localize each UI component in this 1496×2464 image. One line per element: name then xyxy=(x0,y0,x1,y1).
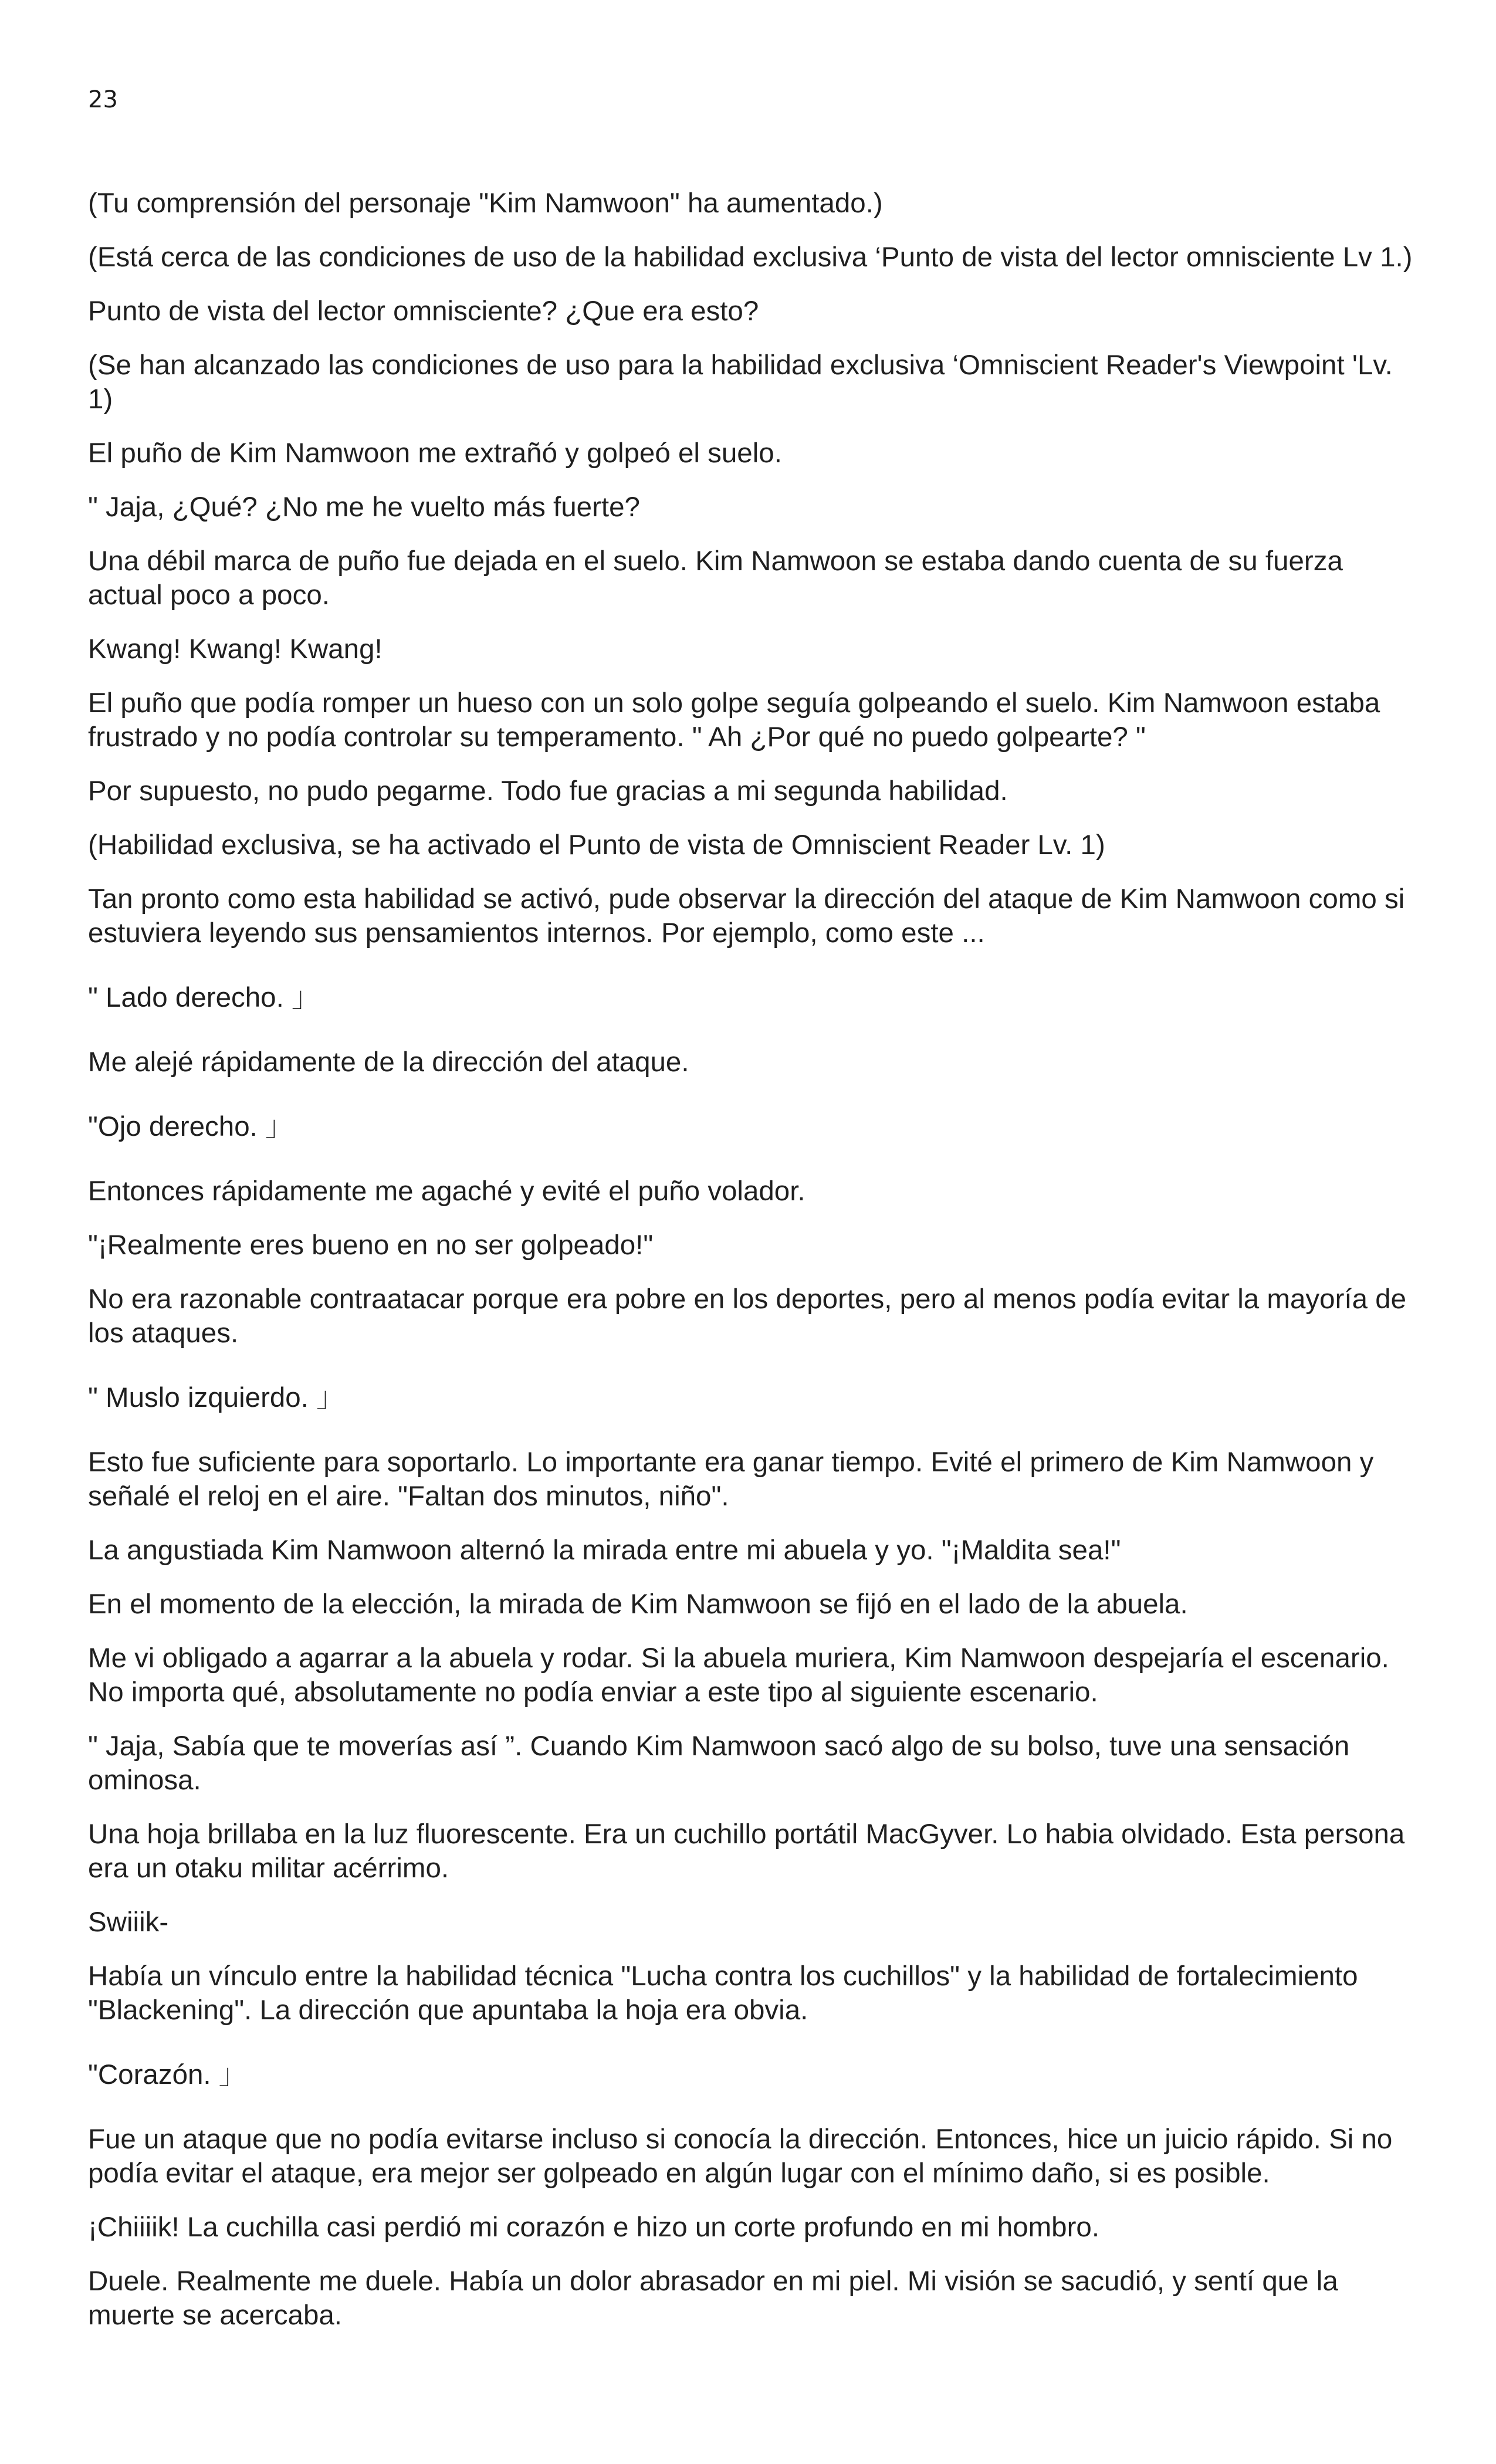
paragraph: (Está cerca de las condiciones de uso de la habilidad exclusiva ‘Punto de vista del lector omnisciente Lv 1.) xyxy=(88,242,1413,273)
paragraph: Una débil marca de puño fue dejada en el suelo. Kim Namwoon se estaba dando cuenta de su fuerza actual poco a poco. xyxy=(88,546,1343,611)
paragraph: ¡Chiiiik! La cuchilla casi perdió mi corazón e hizo un corte profundo en mi hombro. xyxy=(88,2212,1100,2243)
paragraph: " Jaja, Sabía que te moverías así ”. Cuando Kim Namwoon sacó algo de su bolso, tuve una sensación ominosa. xyxy=(88,1731,1350,1796)
dialogue-line: "Ojo derecho. 」 xyxy=(88,1111,293,1142)
paragraph: Entonces rápidamente me agaché y evité el puño volador. xyxy=(88,1176,805,1207)
dialogue-line: " Lado derecho. 」 xyxy=(88,982,320,1013)
dialogue-line: "¡Realmente eres bueno en no ser golpeado!" xyxy=(88,1230,654,1261)
paragraph: No era razonable contraatacar porque era pobre en los deportes, pero al menos podía evitar la mayoría de los ataques. xyxy=(88,1284,1407,1349)
paragraph: Me vi obligado a agarrar a la abuela y rodar. Si la abuela muriera, Kim Namwoon despejaría el escenario. No importa qué, absolutamente no podía enviar a este tipo al siguiente escenario. xyxy=(88,1643,1389,1708)
paragraph: Swiiik- xyxy=(88,1907,169,1938)
dialogue-line: "Corazón. 」 xyxy=(88,2059,247,2090)
paragraph: Duele. Realmente me duele. Había un dolor abrasador en mi piel. Mi visión se sacudió, y sentí que la muerte se acercaba. xyxy=(88,2266,1338,2331)
page-number: 23 xyxy=(88,86,118,113)
paragraph: El puño que podía romper un hueso con un solo golpe seguía golpeando el suelo. Kim Namwoon estaba frustrado y no podía controlar su temperamento. " Ah ¿Por qué no puedo golpearte? " xyxy=(88,688,1380,753)
document-body xyxy=(88,187,1420,2353)
paragraph: Por supuesto, no pudo pegarme. Todo fue gracias a mi segunda habilidad. xyxy=(88,776,1008,807)
paragraph: Fue un ataque que no podía evitarse incluso si conocía la dirección. Entonces, hice un juicio rápido. Si no podía evitar el ataque, era mejor ser golpeado en algún lugar con el mínimo daño, si es posible. xyxy=(88,2124,1393,2189)
paragraph: Había un vínculo entre la habilidad técnica "Lucha contra los cuchillos" y la habilidad de fortalecimiento "Blackening". La dirección que apuntaba la hoja era obvia. xyxy=(88,1961,1358,2026)
dialogue-line: " Muslo izquierdo. 」 xyxy=(88,1382,344,1413)
paragraph: (Se han alcanzado las condiciones de uso para la habilidad exclusiva ‘Omniscient Reader's Viewpoint 'Lv. 1) xyxy=(88,350,1393,415)
paragraph: Me alejé rápidamente de la dirección del ataque. xyxy=(88,1047,689,1078)
paragraph: (Tu comprensión del personaje "Kim Namwoon" ha aumentado.) xyxy=(88,188,883,219)
paragraph: En el momento de la elección, la mirada de Kim Namwoon se fijó en el lado de la abuela. xyxy=(88,1589,1188,1620)
paragraph: " Jaja, ¿Qué? ¿No me he vuelto más fuerte? xyxy=(88,492,640,523)
paragraph: La angustiada Kim Namwoon alternó la mirada entre mi abuela y yo. "¡Maldita sea!" xyxy=(88,1535,1121,1566)
paragraph: Una hoja brillaba en la luz fluorescente. Era un cuchillo portátil MacGyver. Lo habia olvidado. Esta persona era un otaku militar acérrimo. xyxy=(88,1819,1405,1884)
paragraph: Esto fue suficiente para soportarlo. Lo importante era ganar tiempo. Evité el primero de Kim Namwoon y señalé el reloj en el aire. "Faltan dos minutos, niño". xyxy=(88,1447,1374,1512)
paragraph: Kwang! Kwang! Kwang! xyxy=(88,634,383,665)
paragraph: (Habilidad exclusiva, se ha activado el Punto de vista de Omniscient Reader Lv. 1) xyxy=(88,830,1105,861)
paragraph: Tan pronto como esta habilidad se activó, pude observar la dirección del ataque de Kim Namwoon como si estuviera leyendo sus pensamientos internos. Por ejemplo, como este ... xyxy=(88,884,1405,949)
paragraph: Punto de vista del lector omnisciente? ¿Que era esto? xyxy=(88,296,759,327)
paragraph: El puño de Kim Namwoon me extrañó y golpeó el suelo. xyxy=(88,438,782,469)
